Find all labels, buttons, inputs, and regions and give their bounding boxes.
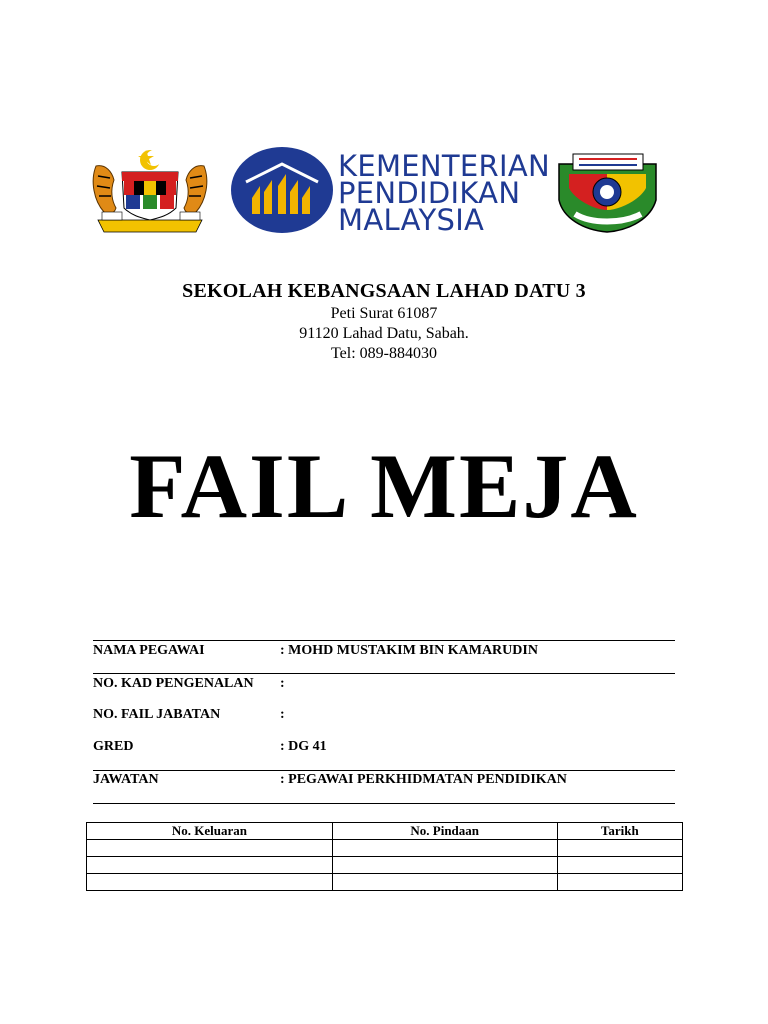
table-row — [87, 857, 683, 874]
divider-line — [93, 673, 675, 674]
info-value: : PEGAWAI PERKHIDMATAN PENDIDIKAN — [280, 772, 567, 787]
info-label: JAWATAN — [93, 772, 159, 787]
ministry-name-line-2: PENDIDIKAN — [338, 176, 521, 210]
table-cell — [557, 840, 682, 857]
kpm-logo-icon — [230, 146, 334, 234]
malaysia-coat-of-arms-icon — [88, 146, 212, 236]
phone-number: Tel: 089-884030 — [331, 345, 437, 362]
table-cell — [557, 874, 682, 891]
address-line-1: Peti Surat 61087 — [330, 305, 438, 322]
ministry-name-line-1: KEMENTERIAN — [338, 149, 550, 183]
table-header-row — [87, 823, 683, 840]
school-name: SEKOLAH KEBANGSAAN LAHAD DATU 3 — [182, 280, 586, 302]
column-header: No. Pindaan — [332, 823, 557, 840]
info-label: NAMA PEGAWAI — [93, 643, 205, 658]
document-title: FAIL MEJA — [129, 435, 639, 537]
info-value: : — [280, 707, 285, 722]
ministry-logo — [230, 146, 550, 237]
table-cell — [87, 874, 333, 891]
revision-table — [86, 822, 683, 891]
table-cell — [87, 840, 333, 857]
column-header: Tarikh — [557, 823, 682, 840]
info-value: : DG 41 — [280, 739, 327, 754]
info-label: GRED — [93, 739, 134, 754]
divider-line — [93, 770, 675, 771]
table-cell — [332, 874, 557, 891]
table-cell — [332, 840, 557, 857]
info-value: : — [280, 676, 285, 691]
ministry-name-line-3: MALAYSIA — [338, 203, 485, 237]
table-cell — [87, 857, 333, 874]
info-value: : MOHD MUSTAKIM BIN KAMARUDIN — [280, 643, 538, 658]
table-cell — [557, 857, 682, 874]
divider-line — [93, 803, 675, 804]
info-label: NO. FAIL JABATAN — [93, 707, 221, 722]
school-crest-icon — [555, 152, 660, 234]
address-line-2: 91120 Lahad Datu, Sabah. — [299, 325, 469, 342]
table-row — [87, 874, 683, 891]
table-cell — [332, 857, 557, 874]
table-row — [87, 840, 683, 857]
divider-line — [93, 640, 675, 641]
info-label: NO. KAD PENGENALAN — [93, 676, 254, 691]
column-header: No. Keluaran — [87, 823, 333, 840]
